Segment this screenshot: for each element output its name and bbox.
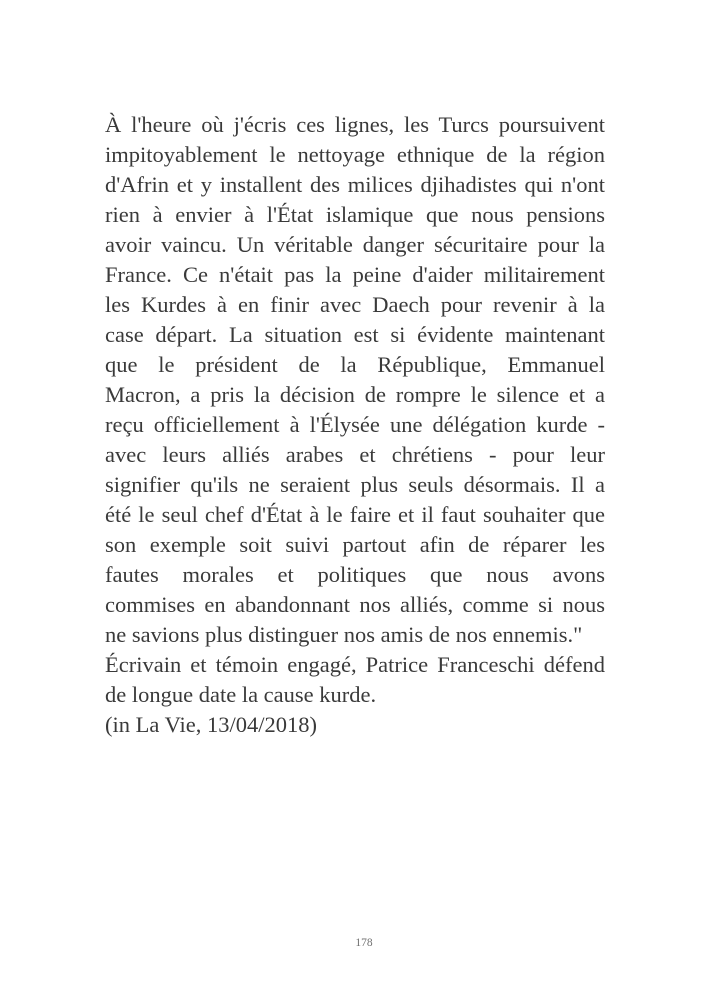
text-line: rien à envier à l'État islamique que nous pensions (105, 202, 605, 227)
text-line: impitoyablement le nettoyage ethnique de la région (105, 142, 605, 167)
text-line: que le président de la République, Emmanuel (105, 352, 605, 377)
text-line: de longue date la cause kurde. (105, 682, 377, 707)
text-line: reçu officiellement à l'Élysée une délégation kurde - (105, 412, 605, 437)
page-number: 178 (355, 937, 373, 949)
text-line: ne savions plus distinguer nos amis de nos ennemis." (105, 622, 583, 647)
text-line: signifier qu'ils ne seraient plus seuls désormais. Il a (105, 472, 605, 497)
text-line: avoir vaincu. Un véritable danger sécuritaire pour la (105, 232, 605, 257)
text-line: été le seul chef d'État à le faire et il faut souhaiter que (105, 502, 605, 527)
text-line: avec leurs alliés arabes et chrétiens - pour leur (105, 442, 605, 467)
text-line: les Kurdes à en finir avec Daech pour revenir à la (105, 292, 605, 317)
text-line: Écrivain et témoin engagé, Patrice Franceschi défend (105, 652, 605, 677)
text-line: À l'heure où j'écris ces lignes, les Turcs poursuivent (105, 112, 605, 137)
text-line: d'Afrin et y installent des milices djihadistes qui n'ont (105, 172, 605, 197)
text-line: case départ. La situation est si évidente maintenant (105, 322, 605, 347)
text-line: France. Ce n'était pas la peine d'aider militairement (105, 262, 605, 287)
text-line: Macron, a pris la décision de rompre le silence et a (105, 382, 605, 407)
text-line: commises en abandonnant nos alliés, comme si nous (105, 592, 605, 617)
text-line: son exemple soit suivi partout afin de réparer les (105, 532, 605, 557)
text-line: (in La Vie, 13/04/2018) (105, 712, 317, 737)
text-line: fautes morales et politiques que nous avons (105, 562, 605, 587)
body-text (105, 110, 605, 740)
